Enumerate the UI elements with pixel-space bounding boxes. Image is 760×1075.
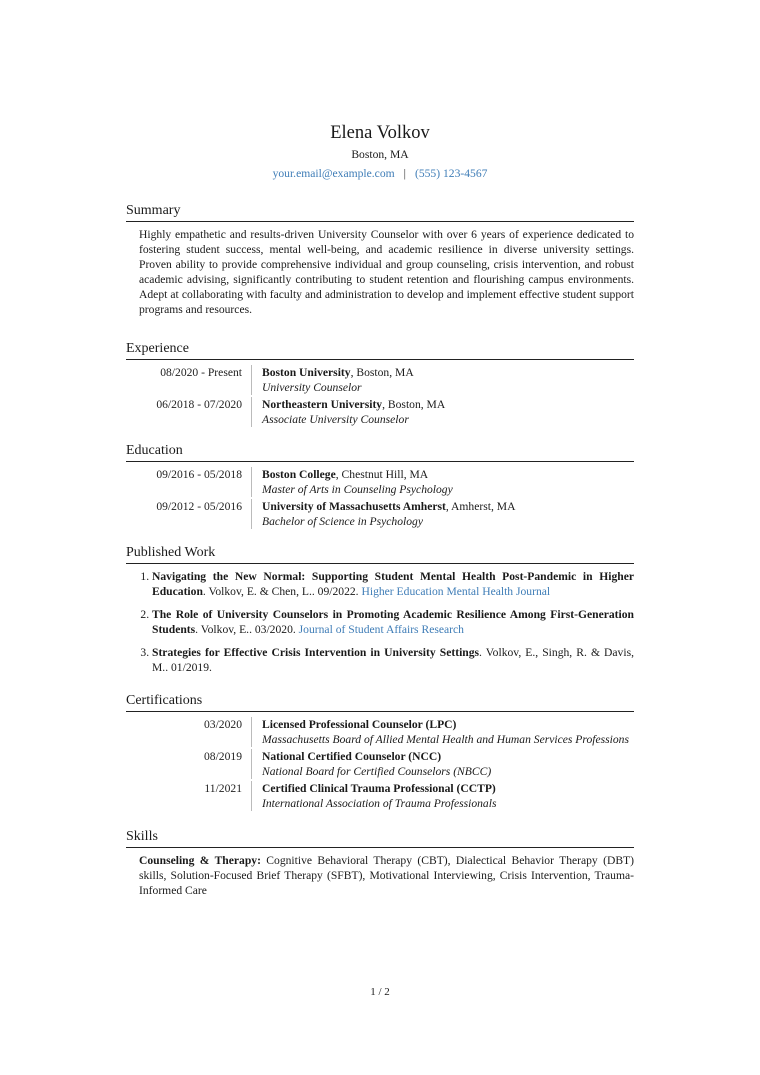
publication-meta: . Volkov, E., Singh, R. & Davis, M.. 01/2019.	[152, 646, 634, 674]
education-date: 09/2012 - 05/2016	[126, 499, 252, 529]
certification-issuer: National Board for Certified Counselors (NBCC)	[262, 765, 492, 778]
candidate-location: Boston, MA	[351, 148, 409, 161]
publication-meta: . Volkov, E.. 03/2020.	[195, 623, 299, 636]
publication-item	[152, 607, 634, 637]
certification-date: 11/2021	[126, 781, 252, 811]
skills-category-label: Counseling & Therapy:	[139, 854, 261, 867]
publication-title: Strategies for Effective Crisis Intervention in University Settings	[152, 646, 480, 659]
certification-entry	[126, 717, 634, 747]
email-link[interactable]: your.email@example.com	[272, 167, 395, 180]
education-school: University of Massachusetts Amherst	[262, 500, 446, 513]
publication-meta: . Volkov, E. & Chen, L.. 09/2022.	[202, 585, 362, 598]
publication-title: The Role of University Counselors in Promoting Academic Resilience Among First-Generation Students	[152, 608, 634, 636]
experience-entry	[126, 365, 634, 395]
certification-name: National Certified Counselor (NCC)	[262, 750, 442, 763]
education-location: , Chestnut Hill, MA	[335, 468, 429, 481]
education-school: Boston College	[262, 468, 336, 481]
certification-issuer: International Association of Trauma Professionals	[262, 797, 497, 810]
certification-name: Certified Clinical Trauma Professional (CCTP)	[262, 782, 496, 795]
publication-item	[152, 569, 634, 599]
resume-header	[126, 122, 634, 181]
education-degree: Bachelor of Science in Psychology	[262, 515, 423, 528]
experience-org: Northeastern University	[262, 398, 383, 411]
experience-date: 06/2018 - 07/2020	[126, 397, 252, 427]
published-heading: Published Work	[126, 545, 634, 564]
summary-text: Highly empathetic and results-driven University Counselor with over 6 years of experience dedicated to fostering student success, mental well-being, and academic resilience in diverse university settings. Proven ability to provide comprehensive individual and group counseling, crisis intervention, and robust academic advising, significantly contributing to student retention and flourishing campus environments. Adept at collaborating with faculty and administration to develop and implement effective student support programs and resources.	[139, 228, 634, 316]
certification-date: 03/2020	[126, 717, 252, 747]
education-entry	[126, 499, 634, 529]
publication-venue-link[interactable]: Journal of Student Affairs Research	[298, 623, 464, 636]
candidate-name: Elena Volkov	[330, 123, 430, 143]
experience-location: , Boston, MA	[382, 398, 446, 411]
certification-entry	[126, 781, 634, 811]
phone-link[interactable]: (555) 123-4567	[414, 167, 488, 180]
page-number: 1 / 2	[370, 986, 390, 998]
published-section	[126, 545, 634, 675]
experience-location: , Boston, MA	[350, 366, 414, 379]
publication-venue-link[interactable]: Higher Education Mental Health Journal	[361, 585, 551, 598]
certification-entry	[126, 749, 634, 779]
resume-page	[126, 0, 634, 898]
certification-date: 08/2019	[126, 749, 252, 779]
publication-title: Navigating the New Normal: Supporting Student Mental Health Post-Pandemic in Higher Education	[152, 570, 634, 598]
skills-section	[126, 829, 634, 898]
education-degree: Master of Arts in Counseling Psychology	[262, 483, 453, 496]
certifications-section	[126, 693, 634, 811]
contact-separator: |	[403, 167, 406, 180]
experience-role: University Counselor	[262, 381, 362, 394]
certification-issuer: Massachusetts Board of Allied Mental Health and Human Services Professions	[262, 733, 629, 746]
certifications-heading: Certifications	[126, 693, 634, 712]
summary-heading: Summary	[126, 203, 634, 222]
experience-role: Associate University Counselor	[262, 413, 409, 426]
summary-section	[126, 203, 634, 317]
education-section	[126, 443, 634, 529]
education-date: 09/2016 - 05/2018	[126, 467, 252, 497]
experience-entry	[126, 397, 634, 427]
publication-item	[152, 645, 634, 675]
experience-date: 08/2020 - Present	[126, 365, 252, 395]
certification-name: Licensed Professional Counselor (LPC)	[262, 718, 457, 731]
skills-list: Cognitive Behavioral Therapy (CBT), Dialectical Behavior Therapy (DBT) skills, Solution-Focused Brief Therapy (SFBT), Motivational Interviewing, Crisis Intervention, Trauma-Informed Care	[139, 854, 634, 897]
skills-heading: Skills	[126, 829, 634, 848]
experience-section	[126, 341, 634, 427]
publication-list	[126, 569, 634, 675]
skills-text	[126, 853, 634, 898]
contact-line	[126, 166, 634, 181]
experience-org: Boston University	[262, 366, 351, 379]
education-location: , Amherst, MA	[445, 500, 516, 513]
education-entry	[126, 467, 634, 497]
education-heading: Education	[126, 443, 634, 462]
experience-heading: Experience	[126, 341, 634, 360]
